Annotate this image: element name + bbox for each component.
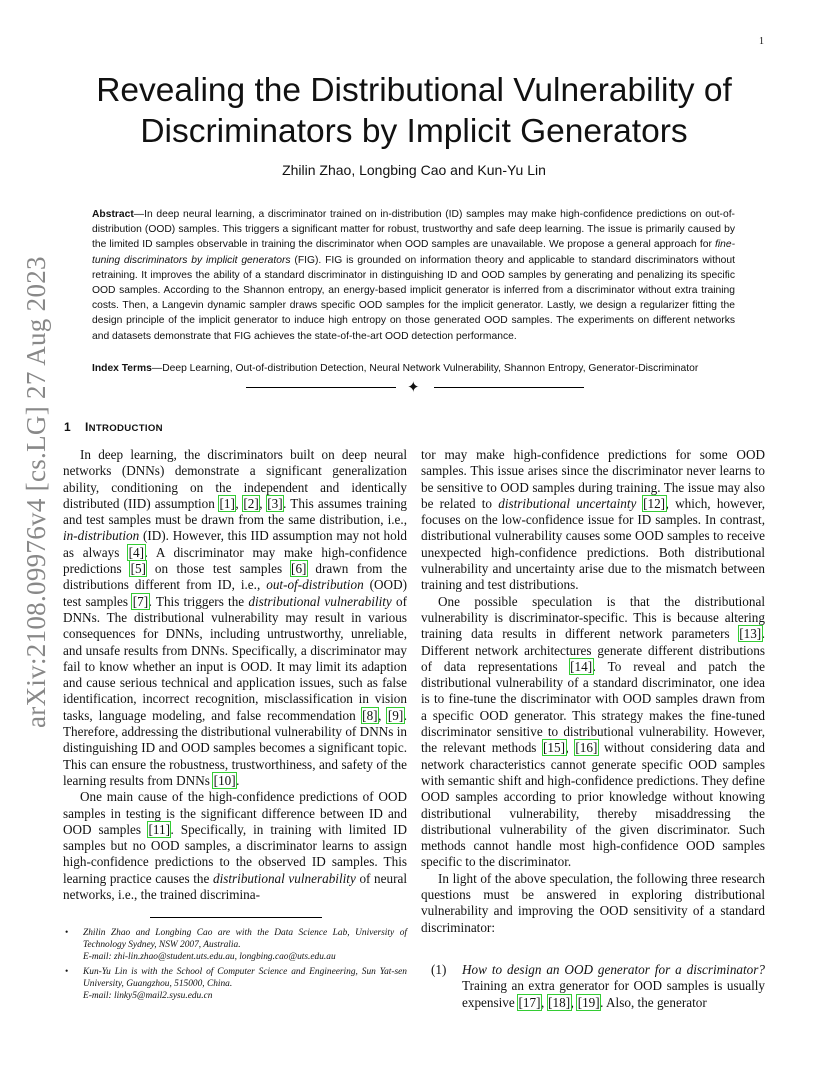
paragraph (421, 447, 765, 594)
citation-link[interactable]: [10] (213, 772, 236, 788)
author-list: Zhilin Zhao, Longbing Cao and Kun-Yu Lin (282, 162, 546, 178)
citation-link[interactable]: [16] (575, 740, 598, 756)
text-run: . A discriminator may make high-confidence predictions (63, 544, 408, 577)
footnotes (63, 927, 407, 1005)
citation-link[interactable]: [15] (543, 740, 565, 756)
footnote-bullet: • (65, 928, 69, 938)
paper-title (90, 70, 738, 152)
citation-link[interactable]: [8] (362, 707, 378, 723)
text-run: of DNNs. The distributional vulnerability may result in various consequences for DNNs, including untrustworthy, unreliable, and unsafe results from DNNs. Specifically, a discriminator may fail to know whether an input is OOD. It may limit its adaption and cause serious technical and application issues, such as false identification, incorrect recognition, misclassification in vision tasks, language modeling, and false recommendation (63, 593, 407, 723)
emphasized-term: in-distribution (63, 528, 140, 544)
section-number: 1 (64, 420, 71, 434)
abstract-text-2: (FIG). FIG is grounded on information theory and applicable to standard discriminators without retraining. It improves the ability of a standard discriminator in distinguishing ID and OOD samples by generating and penalizing its specific OOD samples. According to the Shannon entropy, an energy-based implicit generator is inferred from a discriminator without extra training costs. Then, a Langevin dynamic sampler draws specific OOD samples for the implicit generator. Lastly, we design a regularizer fitting the design principle of the implicit generator to induce high entropy on those generated OOD samples. The experiments on different networks and datasets demonstrate that FIG achieves the state-of-the-art OOD detection performance. (92, 254, 735, 342)
text-run: . (236, 772, 240, 788)
text-run: Training an extra generator for OOD samples is usually expensive (462, 978, 765, 1010)
footnote-text: Kun-Yu Lin is with the School of Computer Science and Engineering, Sun Yat-sen University, Guangzhou, 515000, China. (83, 967, 407, 989)
text-run: , (235, 495, 243, 511)
text-run: on those test samples (146, 561, 291, 577)
title-line-1: Revealing the Distributional Vulnerability of (96, 72, 732, 109)
emphasized-term: out-of-distribution (266, 577, 364, 593)
footnote-item (63, 927, 407, 963)
abstract-text-1: In deep neural learning, a discriminator trained on in-distribution (ID) samples may make high-confidence predictions on out-of-distribution (OOD) samples. This triggers a significant matter for robust, trustworthy and safe deep learning. The issue is primarily caused by the limited ID samples observable in training the discriminator when OOD samples are unavailable. We propose a general approach for (92, 209, 735, 251)
text-run: , (565, 740, 575, 756)
paragraph (63, 447, 407, 789)
research-question-body (462, 962, 765, 1011)
divider-line-left (246, 387, 396, 388)
abstract: Abstract—In deep neural learning, a discriminator trained on in-distribution (ID) samples may make high-confidence predictions on out-of-distribution (OOD) samples. This triggers a significant matter for robust, trustworthy and safe deep learning. The issue is primarily caused by the limited ID samples observable in training the discriminator when OOD samples are unavailable. We propose a general approach for fine-tuning discriminators by implicit generators (FIG). FIG is grounded on information theory and applicable to standard discriminators without retraining. It improves the ability of a standard discriminator in distinguishing ID and OOD samples by generating and penalizing its specific OOD samples. According to the Shannon entropy, an energy-based implicit generator is inferred from a discriminator without extra training costs. Then, a Langevin dynamic sampler draws specific OOD samples for the implicit generator. Lastly, we design a regularizer fitting the design principle of the implicit generator to induce high entropy on those generated OOD samples. The experiments on different networks and datasets demonstrate that FIG achieves the state-of-the-art OOD detection performance. (92, 209, 735, 342)
text-run: One main cause of the high-confidence predictions of OOD samples in testing is the significant difference between ID and OOD samples (63, 789, 407, 837)
citation-link[interactable]: [1] (219, 495, 235, 511)
text-run: , (378, 707, 388, 723)
text-run: of neural networks, i.e., the trained discrimina- (63, 870, 408, 903)
citation-link[interactable]: [6] (291, 561, 307, 577)
citation-link[interactable]: [3] (267, 495, 283, 511)
text-run (636, 496, 642, 511)
citation-link[interactable]: [18] (548, 994, 571, 1010)
citation-link[interactable]: [17] (518, 994, 541, 1010)
citation-link[interactable]: [12] (643, 495, 666, 511)
text-run: One possible speculation is that the distributional vulnerability is discriminator-specific. This is because altering training data results in different network parameters (421, 593, 765, 642)
paragraph (63, 789, 407, 903)
text-run: (ID). However, this IID assumption may not hold as always (63, 528, 407, 560)
text-run: drawn from the distributions different from ID, i.e., (63, 561, 407, 593)
arxiv-identifier-stamp: arXiv:2108.09976v4 [cs.LG] 27 Aug 2023 (21, 256, 51, 728)
index-terms-text: Deep Learning, Out-of-distribution Detection, Neural Network Vulnerability, Shannon Entropy, Generator-Discriminator (162, 363, 699, 374)
abstract-emphasis: fine-tuning discriminators by implicit generators (92, 239, 735, 266)
page-number: 1 (759, 36, 764, 47)
research-question-text: How to design an OOD generator for a discriminator? (462, 962, 765, 977)
emphasized-term: distributional vulnerability (212, 870, 356, 886)
emphasized-term: distributional vulnerability (248, 593, 392, 609)
section-title: INTRODUCTION (84, 420, 163, 434)
divider-ornament-icon: ✦ (407, 380, 420, 396)
citation-link[interactable]: [9] (387, 707, 404, 723)
text-run: . This triggers the (148, 593, 249, 609)
footnote-body (83, 966, 407, 1002)
research-question-item (431, 962, 765, 1011)
text-run: , (259, 495, 267, 511)
text-run: (OOD) test samples (63, 577, 407, 609)
section-heading (64, 420, 163, 434)
citation-link[interactable]: [2] (243, 495, 259, 511)
left-column (63, 447, 407, 903)
emphasized-term: distributional uncertainty (498, 495, 637, 511)
text-run: In deep learning, the discriminators built on deep neural networks (DNNs) demonstrate a significant generalization ability, conditioning on the independent and identically distributed (IID) assumption (63, 447, 407, 511)
text-run: , (541, 994, 548, 1010)
text-run: tor may make high-confidence predictions for some OOD samples. This issue arises since the discriminator never learns to be sensitive to OOD samples during training. The issue may also be related to (421, 447, 765, 511)
text-run: . Different network architectures generate different distributions of data representations (421, 626, 765, 674)
citation-link[interactable]: [14] (570, 658, 593, 674)
research-question-continuation (462, 978, 765, 1009)
citation-link[interactable]: [13] (739, 626, 762, 642)
research-question-label: (1) (431, 962, 447, 977)
footnote-item (63, 966, 407, 1002)
citation-link[interactable]: [5] (130, 561, 146, 577)
abstract-label: Abstract (92, 209, 134, 220)
citation-link[interactable]: [4] (128, 544, 145, 560)
text-run: , (570, 994, 578, 1010)
text-run: . To reveal and patch the distributional vulnerability of a standard discriminator, one idea is to fine-tune the discriminator with OOD samples drawn from a specific OOD generator. This strategy makes the fine-tuned discriminator sensitive to distributional vulnerability. However, the relevant methods (421, 658, 765, 756)
paragraph (421, 594, 765, 871)
citation-link[interactable]: [11] (148, 821, 170, 837)
text-run: , which, however, focuses on the low-confidence issue for ID samples. In contrast, distributional vulnerability causes some OOD samples to receive unexpected high-confidence predictions. Both distributional vulnerability and uncertainty arise due to the mismatch between training and test distributions. (421, 495, 766, 593)
text-run: . Specifically, in training with limited ID samples but no OOD samples, a discriminator learns to assign high-confidence predictions to the observed ID samples. This learning practice causes the (63, 821, 407, 886)
footnote-body (83, 927, 407, 963)
footnote-bullet: • (65, 967, 69, 977)
text-run: . This assumes training and test samples must be drawn from the same distribution, i.e., (63, 495, 408, 528)
footnote-email: E-mail: zhi-lin.zhao@student.uts.edu.au, longbing.cao@uts.edu.au (83, 952, 336, 962)
index-terms-label: Index Terms (92, 363, 152, 374)
section-divider (246, 380, 584, 396)
citation-link[interactable]: [7] (132, 593, 149, 609)
footnote-text: Zhilin Zhao and Longbing Cao are with the Data Science Lab, University of Technology Sydney, NSW 2007, Australia. (83, 928, 407, 950)
text-run: . Also, the generator (600, 994, 707, 1010)
text-run: without considering data and network characteristics cannot generate specific OOD samples with semantic shift and high-confidence predictions. They define OOD samples according to prior knowledge without knowing distributional vulnerability, thereby misaddressing the distributional vulnerability of the given discriminator. Such methods cannot handle most high-confidence OOD samples specific to the discriminator. (421, 740, 766, 870)
text-run: . Therefore, addressing the distributional vulnerability of DNNs in distinguishing ID and OOD samples becomes a significant topic. This can ensure the robustness, trustworthiness, and safety of the learning results from DNNs (63, 707, 408, 788)
title-line-2: Discriminators by Implicit Generators (140, 113, 688, 150)
footnote-email: E-mail: linky5@mail2.sysu.edu.cn (83, 991, 213, 1001)
right-column (421, 447, 765, 936)
citation-link[interactable]: [19] (577, 994, 600, 1010)
divider-line-right (434, 387, 584, 388)
index-terms: Index Terms—Deep Learning, Out-of-distribution Detection, Neural Network Vulnerability, Shannon Entropy, Generator-Discriminator (92, 363, 699, 374)
footnote-rule (150, 917, 322, 918)
paragraph: In light of the above speculation, the following three research questions must be answered in exploring distributional vulnerability and improving the OOD sensitivity of a standard discriminator: (421, 870, 765, 935)
